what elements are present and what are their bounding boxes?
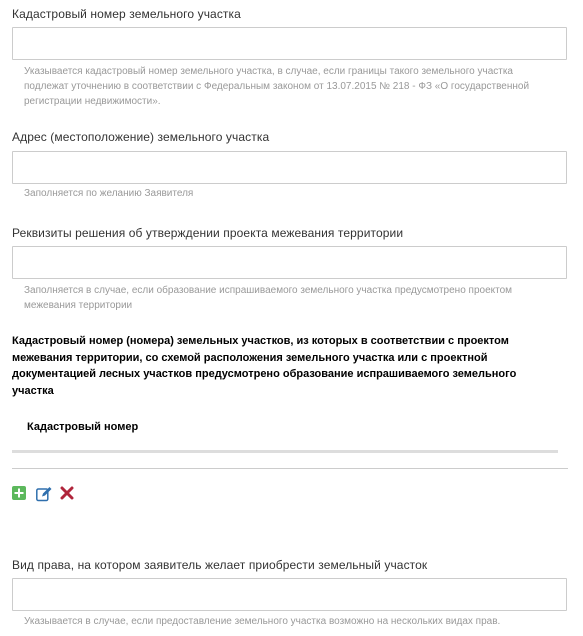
address-hint: Заполняется по желанию Заявителя bbox=[24, 188, 194, 199]
survey-decision-hint: Заполняется в случае, если образование испрашиваемого земельного участка предусмотрено проектом межевания территории bbox=[24, 285, 513, 311]
address-label: Адрес (местоположение) земельного участка bbox=[12, 130, 270, 144]
right-type-label: Вид права, на котором заявитель желает приобрести земельный участок bbox=[12, 558, 428, 572]
survey-decision-label: Реквизиты решения об утверждении проекта межевания территории bbox=[12, 226, 404, 240]
edit-icon bbox=[36, 486, 52, 502]
cadastral-number-column-header[interactable]: Кадастровый номер bbox=[27, 421, 139, 433]
table-header-divider bbox=[12, 450, 558, 453]
right-type-input[interactable] bbox=[12, 578, 567, 611]
edit-button[interactable] bbox=[36, 486, 52, 502]
cadastral-number-hint: Указывается кадастровый номер земельного участка, в случае, если границы такого земельного участка подлежат уточнению в соответствии с Федеральным законом от 13.07.2015 № 218 - ФЗ «О государственной регистрации недвижимости». bbox=[24, 66, 530, 107]
add-button[interactable] bbox=[12, 486, 28, 502]
right-type-hint: Указывается в случае, если предоставление земельного участка возможно на нескольких видах прав. bbox=[24, 616, 501, 627]
cadastral-number-input[interactable] bbox=[12, 27, 567, 60]
parcels-section-title: Кадастровый номер (номера) земельных участков, из которых в соответствии с проектом межевания территории, со схемой расположения земельного участка или с проектной документацией лесных участков предусмотрено образование испрашиваемого земельного участка bbox=[12, 335, 517, 397]
delete-button[interactable] bbox=[60, 486, 76, 502]
address-input[interactable] bbox=[12, 151, 567, 184]
delete-icon bbox=[60, 486, 74, 500]
survey-decision-input[interactable] bbox=[12, 246, 567, 279]
cadastral-number-label: Кадастровый номер земельного участка bbox=[12, 7, 241, 21]
table-bottom-divider bbox=[12, 468, 568, 469]
plus-icon bbox=[12, 486, 26, 500]
